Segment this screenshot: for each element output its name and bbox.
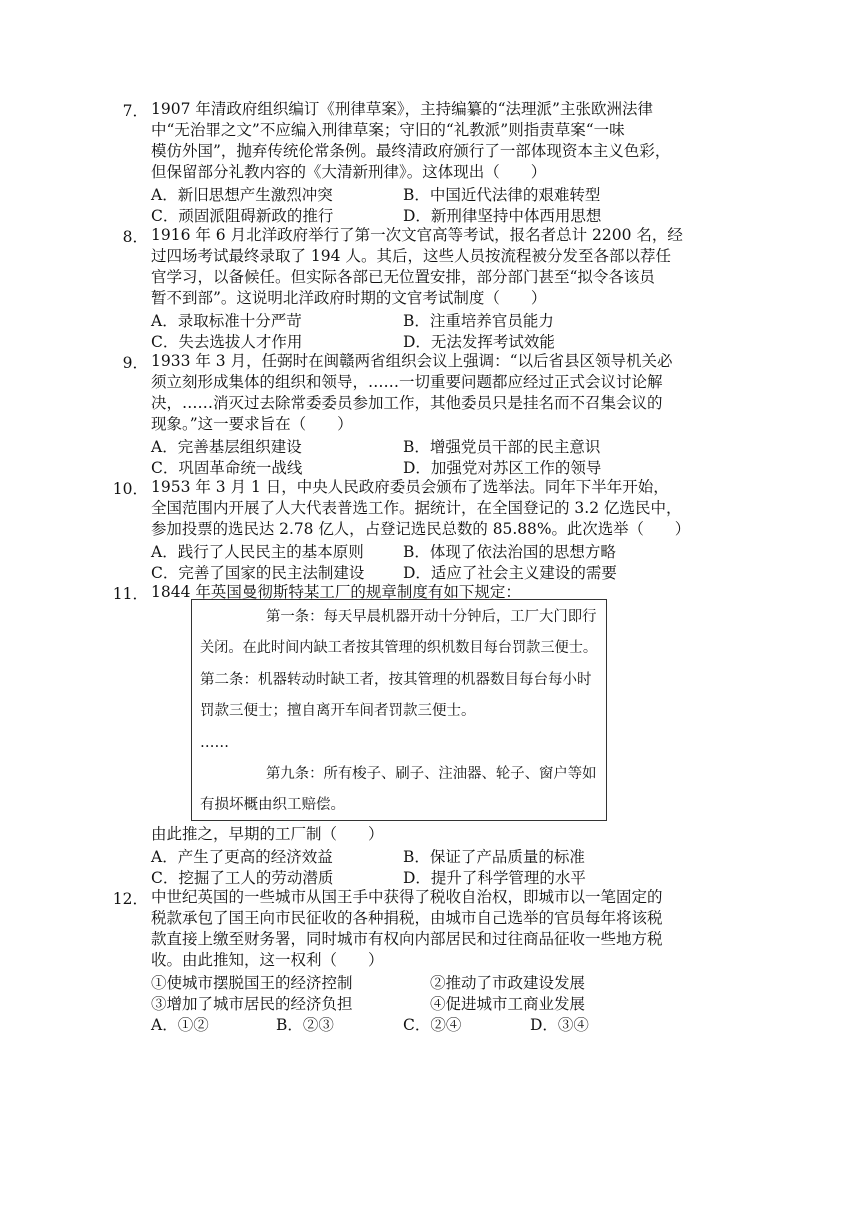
question-text-line: 1844 年英国曼彻斯特某工厂的规章制度有如下规定： — [151, 583, 521, 601]
rule-line: 第二条：机器转动时缺工者，按其管理的机器数目每台每小时 — [200, 672, 592, 688]
question-text-line: 1916 年 6 月北洋政府举行了第一次文官高等考试，报名者总计 2200 名，经 — [151, 226, 683, 244]
question-text-line: 决，……消灭过去除常委委员参加工作，其他委员只是挂名而不召集会议的 — [151, 394, 663, 412]
option-a: A．产生了更高的经济效益 — [151, 848, 333, 866]
option-b: B．②③ — [276, 1016, 334, 1034]
question-text-line: 须立刻形成集体的组织和领导，……一切重要问题都应经过正式会议讨论解 — [151, 373, 663, 391]
rule-line: 第一条：每天早晨机器开动十分钟后，工厂大门即行 — [266, 609, 597, 625]
rule-line: 关闭。在此时间内缺工者按其管理的织机数目每台罚款三便士。 — [200, 640, 598, 656]
option-a: A．录取标准十分严苛 — [151, 312, 302, 330]
statement-4: ④促进城市工商业发展 — [430, 995, 586, 1013]
option-d: D．适应了社会主义建设的需要 — [403, 564, 617, 582]
option-c: C．失去选拔人才作用 — [151, 333, 303, 351]
question-number: 9． — [122, 354, 148, 372]
option-d: D．无法发挥考试效能 — [403, 333, 555, 351]
question-text-line: 过四场考试最终录取了 194 人。其后，这些人员按流程被分发至各部以荐任 — [151, 247, 671, 265]
option-b: B．增强党员干部的民主意识 — [403, 438, 601, 456]
statement-3: ③增加了城市居民的经济负担 — [151, 995, 353, 1013]
question-number: 12． — [112, 890, 148, 908]
question-text-line: 官学习，以备候任。但实际各部已无位置安排，部分部门甚至“拟令各该员 — [151, 268, 655, 286]
option-c: C．挖掘了工人的劳动潜质 — [151, 869, 334, 887]
option-c: C．巩固革命统一战线 — [151, 459, 303, 477]
factory-rules-box — [191, 599, 607, 821]
question-number: 8． — [122, 228, 148, 246]
option-a: A．①② — [151, 1016, 209, 1034]
option-d: D．加强党对苏区工作的领导 — [403, 459, 602, 477]
rule-line: 有损坏概由织工赔偿。 — [200, 797, 345, 813]
question-text-line: 税款承包了国王向市民征收的各种捐税，由城市自己选举的官员每年将该税 — [151, 909, 663, 927]
option-b: B．体现了依法治国的思想方略 — [403, 543, 616, 561]
question-text-line: 1933 年 3 月，任弼时在闽赣两省组织会议上强调：“以后省县区领导机关必 — [151, 352, 673, 370]
rule-line: 第九条：所有梭子、刷子、注油器、轮子、窗户等如 — [266, 766, 597, 782]
option-b: B．中国近代法律的艰难转型 — [403, 186, 601, 204]
question-text-line: 中世纪英国的一些城市从国王手中获得了税收自治权，即城市以一笔固定的 — [151, 888, 663, 906]
statement-1: ①使城市摆脱国王的经济控制 — [151, 974, 353, 992]
question-text-line: 暂不到部”。这说明北洋政府时期的文官考试制度（ ） — [151, 289, 547, 307]
question-text-line: 收。由此推知，这一权利（ ） — [151, 951, 384, 969]
option-b: B．注重培养官员能力 — [403, 312, 554, 330]
question-text-line: 1907 年清政府组织编订《刑律草案》，主持编纂的“法理派”主张欧洲法律 — [151, 100, 653, 118]
option-d: D．新刑律坚持中体西用思想 — [403, 207, 602, 225]
option-a: A．完善基层组织建设 — [151, 438, 302, 456]
option-b: B．保证了产品质量的标准 — [403, 848, 585, 866]
question-text-line: 中“无治罪之文”不应编入刑律草案；守旧的“礼教派”则指责草案“一味 — [151, 121, 625, 139]
rule-line: 罚款三便士；擅自离开车间者罚款三便士。 — [200, 703, 476, 719]
question-text-line: 现象。”这一要求旨在（ ） — [151, 415, 353, 433]
question-number: 10． — [112, 480, 148, 498]
question-number: 11． — [112, 585, 148, 603]
option-a: A．践行了人民民主的基本原则 — [151, 543, 364, 561]
question-number: 7． — [122, 102, 148, 120]
question-text-line: 1953 年 3 月 1 日，中央人民政府委员会颁布了选举法。同年下半年开始， — [151, 478, 669, 496]
rule-ellipsis: …… — [200, 735, 229, 751]
question-text-line: 由此推之，早期的工厂制（ ） — [151, 825, 384, 843]
option-d: D．提升了科学管理的水平 — [403, 869, 586, 887]
question-text-line: 全国范围内开展了人大代表普选工作。据统计，在全国登记的 3.2 亿选民中， — [151, 499, 682, 517]
question-text-line: 参加投票的选民达 2.78 亿人，占登记选民总数的 85.88%。此次选举（ ） — [151, 520, 691, 538]
option-c: C．②④ — [403, 1016, 462, 1034]
option-c: C．完善了国家的民主法制建设 — [151, 564, 365, 582]
statement-2: ②推动了市政建设发展 — [430, 974, 586, 992]
option-d: D．③④ — [530, 1016, 589, 1034]
question-text-line: 模仿外国”，抛弃传统伦常条例。最终清政府颁行了一部体现资本主义色彩， — [151, 142, 671, 160]
option-a: A．新旧思想产生激烈冲突 — [151, 186, 333, 204]
question-text-line: 但保留部分礼教内容的《大清新刑律》。这体现出（ ） — [151, 163, 547, 181]
option-c: C．顽固派阻碍新政的推行 — [151, 207, 334, 225]
question-text-line: 款直接上缴至财务署，同时城市有权向内部居民和过往商品征收一些地方税 — [151, 930, 663, 948]
